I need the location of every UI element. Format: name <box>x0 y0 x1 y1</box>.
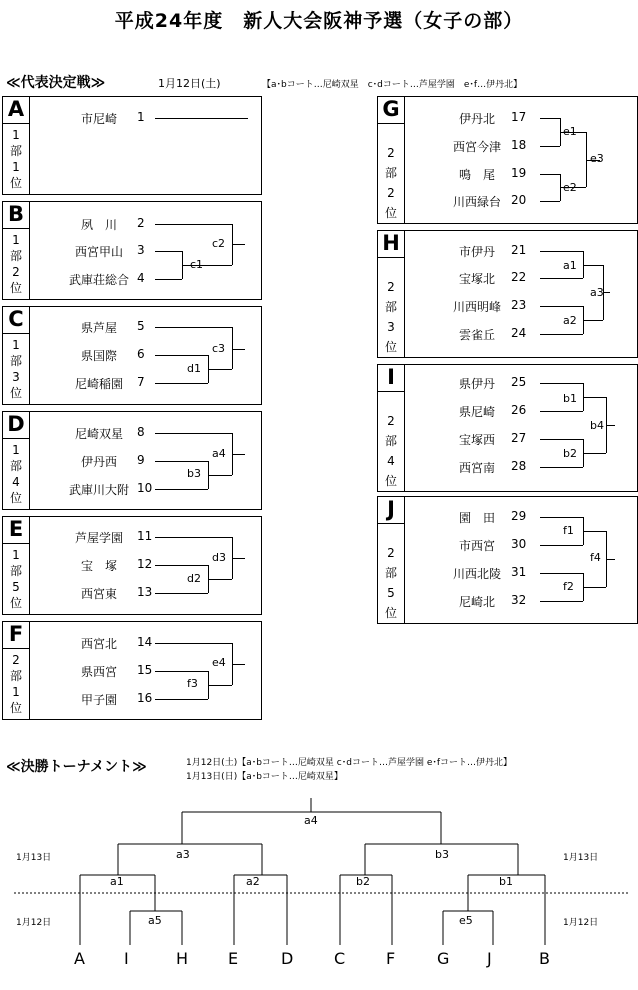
block-letter: E <box>8 517 24 541</box>
bracket-line <box>583 320 603 321</box>
rank-char: 1 <box>12 338 20 352</box>
bracket-line <box>208 475 232 476</box>
rank-char: 4 <box>12 475 20 489</box>
bracket-line <box>232 454 245 455</box>
bracket-line <box>155 355 208 356</box>
team-name: 伊丹西 <box>80 455 117 469</box>
rank-char: 部 <box>9 249 22 263</box>
bracket-line <box>155 699 208 700</box>
block-letter: C <box>8 307 24 331</box>
team-name: 伊丹北 <box>458 112 495 126</box>
bracket-line <box>540 573 583 574</box>
bracket-line <box>232 558 245 559</box>
bracket-line <box>155 565 208 566</box>
rank-char: 2 <box>12 265 20 279</box>
final-day-label: 1月12日 <box>563 918 599 928</box>
rank-char: 部 <box>9 669 22 683</box>
final-match-a2: a2 <box>246 875 260 888</box>
bracket-line <box>155 327 232 328</box>
team-number: 32 <box>511 593 527 607</box>
bracket-line <box>155 461 208 462</box>
block-letter-divider <box>3 123 29 124</box>
block-letter: I <box>387 365 395 389</box>
team-number: 22 <box>511 270 527 284</box>
final-day-label: 1月13日 <box>16 853 52 863</box>
final-heading: ≪決勝トーナメント≫ <box>6 759 147 775</box>
team-name: 尼崎北 <box>458 595 495 609</box>
rank-char: 5 <box>12 580 20 594</box>
final-match-a4: a4 <box>304 814 318 827</box>
block-label-column <box>378 497 405 623</box>
rank-char: 1 <box>12 128 20 142</box>
rank-char: 部 <box>9 354 22 368</box>
team-name: 川西北陵 <box>452 567 501 581</box>
bracket-line <box>583 397 606 398</box>
block-rank <box>378 411 404 491</box>
team-name: 県国際 <box>80 349 117 363</box>
rank-char: 2 <box>387 186 395 200</box>
bracket-line <box>155 593 208 594</box>
block-rank <box>3 442 29 506</box>
final-day-label: 1月12日 <box>16 918 52 928</box>
block-letter-divider <box>378 391 404 392</box>
team-name: 西宮北 <box>80 637 117 651</box>
team-name: 武庫川大附 <box>68 483 129 497</box>
team-name: 県芦屋 <box>80 321 117 335</box>
match-label: e3 <box>590 152 604 165</box>
page-title: 平成24年度 新人大会阪神予選（女子の部） <box>114 10 524 32</box>
block-letter-divider <box>378 257 404 258</box>
rank-char: 部 <box>384 434 397 448</box>
final-match-b2: b2 <box>356 875 370 888</box>
rank-char: 1 <box>12 233 20 247</box>
match-label: f2 <box>563 580 574 593</box>
team-name: 川西明峰 <box>452 300 501 314</box>
qualifier-date: 1月12日(土) <box>158 77 221 90</box>
bracket-line <box>583 587 606 588</box>
bracket-line <box>540 517 583 518</box>
block-letter-divider <box>3 438 29 439</box>
block-label-column <box>3 622 30 719</box>
block-letter: F <box>8 622 24 646</box>
bracket-line <box>155 251 182 252</box>
team-number: 11 <box>137 529 153 543</box>
block-letter-divider <box>3 228 29 229</box>
rank-char: 1 <box>12 685 20 699</box>
bracket-line <box>155 433 232 434</box>
team-name: 芦屋学園 <box>74 531 123 545</box>
final-schedule-day2: 1月13日(日)【a･bコート…尼崎双星】 <box>186 772 343 782</box>
final-match-b1: b1 <box>499 875 513 888</box>
rank-char: 2 <box>387 146 395 160</box>
rank-char: 2 <box>387 546 395 560</box>
team-number: 29 <box>511 509 527 523</box>
block-label-column <box>378 97 405 223</box>
team-number: 7 <box>137 375 145 389</box>
block-rank <box>378 143 404 223</box>
team-number: 13 <box>137 585 153 599</box>
bracket-line <box>540 545 583 546</box>
team-name: 西宮甲山 <box>74 245 123 259</box>
rank-char: 位 <box>384 474 397 488</box>
final-slot-c: C <box>334 949 346 968</box>
team-name: 尼崎双星 <box>74 427 123 441</box>
team-name: 県尼崎 <box>458 405 495 419</box>
block-letter: J <box>387 497 395 521</box>
team-name: 雲雀丘 <box>458 328 495 342</box>
block-rank <box>3 652 29 716</box>
bracket-line <box>540 306 583 307</box>
team-name: 鳴 尾 <box>458 168 495 182</box>
block-rank <box>378 277 404 357</box>
match-label: b1 <box>563 392 577 405</box>
qualifier-courts: 【a･bコート…尼崎双星 c･dコート…芦屋学園 e･f…伊丹北】 <box>262 80 523 90</box>
match-label: f1 <box>563 524 574 537</box>
team-number: 26 <box>511 403 527 417</box>
match-label: d3 <box>212 551 226 564</box>
match-label: d2 <box>187 572 201 585</box>
bracket-line <box>540 278 583 279</box>
team-number: 18 <box>511 138 527 152</box>
match-label: b4 <box>590 419 604 432</box>
block-rank <box>3 547 29 611</box>
match-label: d1 <box>187 362 201 375</box>
team-number: 6 <box>137 347 145 361</box>
bracket-line <box>540 174 560 175</box>
final-match-a1: a1 <box>110 875 124 888</box>
match-label: e4 <box>212 656 226 669</box>
team-name: 甲子園 <box>80 693 117 707</box>
final-match-a5: a5 <box>148 914 162 927</box>
bracket-line <box>155 118 248 119</box>
rank-char: 位 <box>9 386 22 400</box>
team-number: 4 <box>137 271 145 285</box>
team-number: 8 <box>137 425 145 439</box>
bracket-line <box>232 664 245 665</box>
team-number: 12 <box>137 557 153 571</box>
match-label: f3 <box>187 677 198 690</box>
block-rank <box>3 127 29 191</box>
final-slot-b: B <box>539 949 550 968</box>
bracket-line <box>540 439 583 440</box>
bracket-line <box>540 467 583 468</box>
bracket-line <box>540 383 583 384</box>
bracket-line <box>232 349 245 350</box>
final-match-a3: a3 <box>176 848 190 861</box>
team-name: 県西宮 <box>80 665 117 679</box>
rank-char: 1 <box>12 443 20 457</box>
team-number: 28 <box>511 459 527 473</box>
match-label: e2 <box>563 181 577 194</box>
block-label-column <box>3 97 30 194</box>
team-name: 市西宮 <box>458 539 495 553</box>
bracket-line <box>540 118 560 119</box>
rank-char: 3 <box>387 320 395 334</box>
team-name: 宝 塚 <box>80 559 117 573</box>
team-number: 16 <box>137 691 153 705</box>
block-label-column <box>378 365 405 491</box>
rank-char: 5 <box>387 586 395 600</box>
bracket-line <box>155 279 182 280</box>
final-slot-e: E <box>228 949 239 968</box>
team-number: 15 <box>137 663 153 677</box>
bracket-line <box>583 453 606 454</box>
block-label-column <box>3 307 30 404</box>
rank-char: 位 <box>9 596 22 610</box>
team-number: 21 <box>511 243 527 257</box>
team-number: 14 <box>137 635 153 649</box>
block-label-column <box>3 412 30 509</box>
team-number: 30 <box>511 537 527 551</box>
rank-char: 部 <box>9 459 22 473</box>
team-name: 西宮東 <box>80 587 117 601</box>
block-letter: D <box>7 412 25 436</box>
bracket-line <box>155 537 232 538</box>
final-slot-f: F <box>386 949 396 968</box>
team-name: 園 田 <box>458 511 495 525</box>
bracket-line <box>232 244 245 245</box>
match-label: c3 <box>212 342 226 355</box>
block-label-column <box>3 517 30 614</box>
team-number: 17 <box>511 110 527 124</box>
block-letter: A <box>7 97 25 121</box>
block-rank <box>3 232 29 296</box>
block-letter: H <box>382 231 400 255</box>
block-letter-divider <box>3 648 29 649</box>
block-letter-divider <box>3 333 29 334</box>
rank-char: 位 <box>384 606 397 620</box>
rank-char: 2 <box>387 280 395 294</box>
final-schedule-day1: 1月12日(土)【a･bコート…尼崎双星 c･dコート…芦屋学園 e･fコート…伊丹北】 <box>186 758 513 768</box>
rank-char: 3 <box>12 370 20 384</box>
rank-char: 1 <box>12 548 20 562</box>
match-label: b2 <box>563 447 577 460</box>
qualifier-heading: ≪代表決定戦≫ <box>6 75 106 91</box>
final-slot-g: G <box>437 949 450 968</box>
bracket-line <box>583 265 603 266</box>
rank-char: 部 <box>384 300 397 314</box>
bracket-line <box>155 489 208 490</box>
block-letter: B <box>7 202 24 226</box>
final-match-b3: b3 <box>435 848 449 861</box>
team-number: 3 <box>137 243 145 257</box>
bracket-line <box>208 579 232 580</box>
team-name: 川西緑台 <box>452 195 501 209</box>
team-number: 1 <box>137 110 145 124</box>
bracket-line <box>540 251 583 252</box>
rank-char: 4 <box>387 454 395 468</box>
bracket-line <box>603 292 610 293</box>
match-label: e1 <box>563 125 577 138</box>
final-slot-j: J <box>487 949 492 968</box>
team-name: 西宮今津 <box>452 140 501 154</box>
team-name: 夙 川 <box>80 218 117 232</box>
block-letter-divider <box>378 523 404 524</box>
rank-char: 部 <box>9 144 22 158</box>
bracket-line <box>540 146 560 147</box>
team-number: 9 <box>137 453 145 467</box>
team-name: 尼崎稲園 <box>74 377 123 391</box>
team-number: 23 <box>511 298 527 312</box>
final-match-e5: e5 <box>459 914 473 927</box>
rank-char: 位 <box>384 206 397 220</box>
team-number: 10 <box>137 481 153 495</box>
final-slot-h: H <box>176 949 189 968</box>
team-number: 25 <box>511 375 527 389</box>
bracket-line <box>540 601 583 602</box>
rank-char: 位 <box>9 176 22 190</box>
team-number: 24 <box>511 326 527 340</box>
rank-char: 2 <box>387 414 395 428</box>
rank-char: 部 <box>384 566 397 580</box>
team-name: 宝塚北 <box>458 272 495 286</box>
bracket-line <box>583 531 606 532</box>
team-name: 市尼崎 <box>80 112 117 126</box>
block-letter-divider <box>378 123 404 124</box>
match-label: a3 <box>590 286 604 299</box>
bracket-line <box>155 224 232 225</box>
team-name: 西宮南 <box>458 461 495 475</box>
match-label: c2 <box>212 237 226 250</box>
bracket-line <box>540 334 583 335</box>
bracket-line <box>540 201 560 202</box>
rank-char: 1 <box>12 160 20 174</box>
match-label: c1 <box>190 258 204 271</box>
final-day-label: 1月13日 <box>563 853 599 863</box>
block-label-column <box>378 231 405 357</box>
team-number: 20 <box>511 193 527 207</box>
block-rank <box>378 543 404 623</box>
team-name: 武庫荘総合 <box>68 273 129 287</box>
bracket-line <box>155 671 208 672</box>
block-letter: G <box>382 97 400 121</box>
rank-char: 位 <box>9 281 22 295</box>
team-number: 5 <box>137 319 145 333</box>
match-label: a1 <box>563 259 577 272</box>
final-slot-d: D <box>281 949 294 968</box>
bracket-line <box>208 685 232 686</box>
team-number: 2 <box>137 216 145 230</box>
block-rank <box>3 337 29 401</box>
rank-char: 部 <box>384 166 397 180</box>
bracket-line <box>606 559 615 560</box>
rank-char: 2 <box>12 653 20 667</box>
block-letter-divider <box>3 543 29 544</box>
team-number: 19 <box>511 166 527 180</box>
team-name: 県伊丹 <box>458 377 495 391</box>
match-label: b3 <box>187 467 201 480</box>
bracket-line <box>155 383 208 384</box>
rank-char: 位 <box>9 701 22 715</box>
rank-char: 位 <box>384 340 397 354</box>
bracket-line <box>208 369 232 370</box>
bracket-line <box>540 411 583 412</box>
team-name: 宝塚西 <box>458 433 495 447</box>
final-slot-a: A <box>74 949 85 968</box>
bracket-line <box>155 643 232 644</box>
team-number: 27 <box>511 431 527 445</box>
block-label-column <box>3 202 30 299</box>
team-number: 31 <box>511 565 527 579</box>
match-label: a4 <box>212 447 226 460</box>
final-slot-i: I <box>124 949 129 968</box>
rank-char: 部 <box>9 564 22 578</box>
rank-char: 位 <box>9 491 22 505</box>
match-label: f4 <box>590 551 601 564</box>
bracket-line <box>606 425 615 426</box>
match-label: a2 <box>563 314 577 327</box>
team-name: 市伊丹 <box>458 245 495 259</box>
bracket-line <box>232 327 233 369</box>
